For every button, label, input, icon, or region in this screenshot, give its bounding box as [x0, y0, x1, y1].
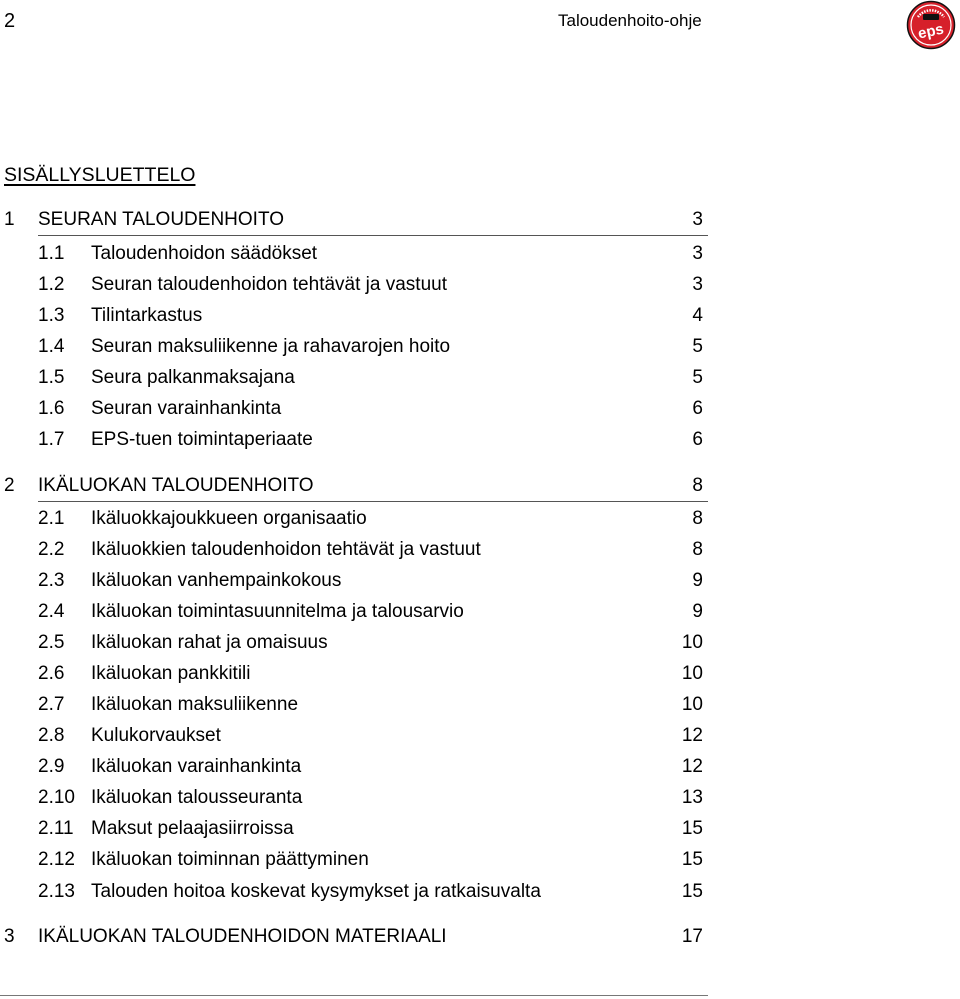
toc-entry[interactable]	[0, 753, 715, 781]
toc-entry-text: IKÄLUOKAN TALOUDENHOITO	[38, 475, 314, 496]
toc-entry-text: SEURAN TALOUDENHOITO	[38, 209, 284, 230]
toc-entry[interactable]	[0, 691, 715, 719]
toc-entry[interactable]	[0, 395, 715, 423]
toc-entry-number: 2.2	[38, 539, 65, 560]
toc-entry-page: 15	[681, 849, 703, 870]
toc-entry[interactable]	[0, 567, 715, 595]
toc-entry[interactable]	[0, 660, 715, 688]
toc-entry-number: 1.3	[38, 305, 65, 326]
toc-entry[interactable]	[0, 240, 715, 268]
toc-entry-text: Ikäluokan pankkitili	[91, 663, 251, 684]
toc-entry-number: 2.1	[38, 508, 65, 529]
toc-entry-number: 2	[4, 475, 15, 496]
toc-entry-text: Ikäluokan toimintasuunnitelma ja talousarvio	[91, 601, 464, 622]
toc-entry-page: 5	[692, 336, 703, 357]
toc-title: SISÄLLYSLUETTELO	[4, 164, 196, 186]
toc-entry-text: Ikäluokan maksuliikenne	[91, 694, 299, 715]
toc-entry[interactable]	[0, 271, 715, 299]
toc-entry-text: Ikäluokan toiminnan päättyminen	[91, 849, 369, 870]
toc-entry-page: 5	[692, 367, 703, 388]
toc-entry-text: Ikäluokkien taloudenhoidon tehtävät ja vastuut	[91, 539, 481, 560]
toc-entry[interactable]	[0, 722, 715, 750]
toc-entry-number: 1.4	[38, 336, 65, 357]
toc-entry[interactable]	[0, 333, 715, 361]
toc-entry-page: 8	[692, 508, 703, 529]
toc-entry[interactable]	[0, 536, 715, 564]
toc-entry-number: 1.1	[38, 243, 65, 264]
toc-entry-text: Ikäluokan talousseuranta	[91, 787, 303, 808]
toc-entry-page: 17	[681, 926, 703, 947]
toc-entry-page: 3	[692, 274, 703, 295]
toc-entry-page: 3	[692, 209, 703, 230]
toc-entry[interactable]	[0, 302, 715, 330]
toc-entry-text: Seuran taloudenhoidon tehtävät ja vastuut	[91, 274, 447, 295]
toc-entry-number: 2.11	[38, 818, 74, 839]
toc-entry-page: 9	[692, 570, 703, 591]
toc-divider	[38, 235, 708, 236]
toc-entry[interactable]	[0, 364, 715, 392]
toc-entry-number: 1	[4, 209, 15, 230]
toc-entry-text: Seura palkanmaksajana	[91, 367, 295, 388]
toc-entry-text: Ikäluokan varainhankinta	[91, 756, 302, 777]
toc-entry-number: 2.12	[38, 849, 75, 870]
toc-entry-text: Ikäluokkajoukkueen organisaatio	[91, 508, 367, 529]
toc-entry-text: Maksut pelaajasiirroissa	[91, 818, 294, 839]
toc-entry-page: 10	[681, 632, 703, 653]
toc-entry-page: 10	[681, 663, 703, 684]
running-header-title: Taloudenhoito-ohje	[558, 11, 702, 30]
toc-entry-text: IKÄLUOKAN TALOUDENHOIDON MATERIAALI	[38, 926, 447, 947]
toc-entry-number: 2.3	[38, 570, 65, 591]
toc-entry-number: 2.13	[38, 881, 75, 902]
page-bottom-divider	[0, 995, 708, 996]
toc-entry[interactable]	[0, 505, 715, 533]
toc-entry-number: 2.9	[38, 756, 65, 777]
toc-entry-number: 3	[4, 926, 15, 947]
toc-entry-number: 2.7	[38, 694, 65, 715]
toc-entry-number: 1.5	[38, 367, 65, 388]
toc-entry-text: Kulukorvaukset	[91, 725, 221, 746]
toc-entry-text: Seuran maksuliikenne ja rahavarojen hoito	[91, 336, 451, 357]
toc-entry[interactable]	[0, 472, 715, 500]
toc-entry[interactable]	[0, 878, 715, 906]
page-number: 2	[4, 10, 16, 32]
toc-entry-page: 10	[681, 694, 703, 715]
toc-entry[interactable]	[0, 815, 715, 843]
toc-entry-page: 3	[692, 243, 703, 264]
toc-entry-number: 2.10	[38, 787, 75, 808]
toc-entry-page: 6	[692, 429, 703, 450]
toc-entry[interactable]	[0, 426, 715, 454]
toc-entry-text: Seuran varainhankinta	[91, 398, 282, 419]
toc-entry-page: 8	[692, 475, 703, 496]
toc-entry-text: EPS-tuen toimintaperiaate	[91, 429, 313, 450]
toc-entry-number: 1.6	[38, 398, 65, 419]
toc-divider	[38, 501, 708, 502]
svg-text:eps: eps	[916, 20, 946, 43]
toc-entry-page: 12	[681, 756, 703, 777]
toc-entry[interactable]	[0, 598, 715, 626]
toc-entry-number: 2.4	[38, 601, 65, 622]
toc-entry-text: Tilintarkastus	[91, 305, 203, 326]
toc-entry-number: 1.2	[38, 274, 65, 295]
toc-entry-number: 2.5	[38, 632, 65, 653]
toc-entry-page: 4	[692, 305, 703, 326]
toc-entry-page: 15	[681, 881, 703, 902]
toc-entry-page: 9	[692, 601, 703, 622]
toc-entry[interactable]	[0, 784, 715, 812]
toc-entry-number: 2.6	[38, 663, 65, 684]
toc-entry[interactable]	[0, 206, 715, 234]
toc-entry-page: 8	[692, 539, 703, 560]
toc-entry[interactable]	[0, 629, 715, 657]
toc-entry[interactable]	[0, 923, 715, 951]
toc-entry-page: 15	[681, 818, 703, 839]
toc-entry-number: 2.8	[38, 725, 65, 746]
toc-entry-text: Taloudenhoidon säädökset	[91, 243, 318, 264]
toc-entry-text: Ikäluokan vanhempainkokous	[91, 570, 342, 591]
toc-entry-number: 1.7	[38, 429, 65, 450]
toc-entry-page: 6	[692, 398, 703, 419]
toc-entry-page: 12	[681, 725, 703, 746]
toc-entry[interactable]	[0, 846, 715, 874]
toc-entry-text: Talouden hoitoa koskevat kysymykset ja ratkaisuvalta	[91, 881, 541, 902]
toc-entry-text: Ikäluokan rahat ja omaisuus	[91, 632, 328, 653]
toc-entry-page: 13	[681, 787, 703, 808]
